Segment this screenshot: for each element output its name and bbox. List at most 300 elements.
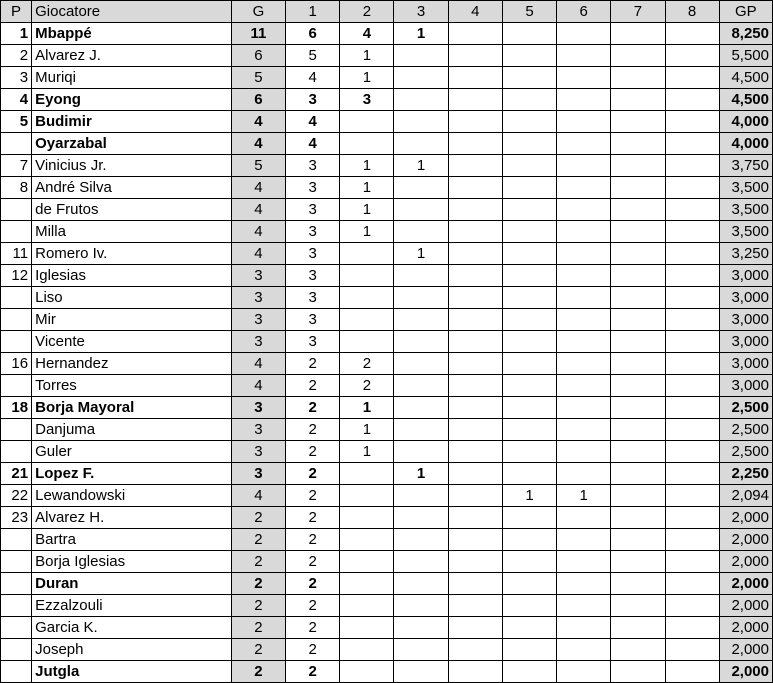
table-row (1, 529, 773, 551)
cell-col-5 (502, 89, 556, 111)
table-row (1, 221, 773, 243)
cell-gp: 4,000 (719, 111, 772, 133)
cell-col-8 (665, 639, 719, 661)
header-col-8: 8 (665, 1, 719, 23)
cell-games: 5 (231, 155, 285, 177)
cell-col-7 (611, 89, 665, 111)
table-row (1, 199, 773, 221)
cell-pos: 16 (1, 353, 32, 375)
cell-games: 4 (231, 199, 285, 221)
cell-col-7 (611, 177, 665, 199)
cell-col-2 (340, 243, 394, 265)
cell-col-3 (394, 639, 448, 661)
cell-col-5 (502, 67, 556, 89)
cell-col-4 (448, 595, 502, 617)
cell-col-7 (611, 551, 665, 573)
cell-games: 2 (231, 595, 285, 617)
cell-col-1: 2 (286, 595, 340, 617)
cell-col-4 (448, 441, 502, 463)
cell-col-1: 2 (286, 617, 340, 639)
cell-games: 4 (231, 221, 285, 243)
cell-col-2 (340, 573, 394, 595)
cell-col-3: 1 (394, 463, 448, 485)
cell-col-5 (502, 661, 556, 683)
cell-col-3 (394, 507, 448, 529)
cell-col-4 (448, 243, 502, 265)
cell-col-1: 3 (286, 309, 340, 331)
cell-col-1: 2 (286, 375, 340, 397)
cell-col-4 (448, 551, 502, 573)
cell-col-7 (611, 23, 665, 45)
cell-col-6: 1 (557, 485, 611, 507)
cell-col-5: 1 (502, 485, 556, 507)
cell-col-4 (448, 309, 502, 331)
cell-col-7 (611, 507, 665, 529)
table-row (1, 45, 773, 67)
cell-gp: 2,000 (719, 639, 772, 661)
cell-games: 2 (231, 551, 285, 573)
table-row (1, 397, 773, 419)
cell-games: 4 (231, 243, 285, 265)
header-col-4: 4 (448, 1, 502, 23)
cell-games: 2 (231, 529, 285, 551)
table-row (1, 551, 773, 573)
cell-pos (1, 331, 32, 353)
table-row (1, 639, 773, 661)
cell-col-8 (665, 573, 719, 595)
cell-col-7 (611, 265, 665, 287)
cell-games: 4 (231, 485, 285, 507)
cell-gp: 3,000 (719, 309, 772, 331)
cell-player: Torres (32, 375, 232, 397)
cell-gp: 2,500 (719, 441, 772, 463)
cell-col-1: 4 (286, 133, 340, 155)
cell-games: 4 (231, 353, 285, 375)
table-row (1, 617, 773, 639)
cell-col-4 (448, 529, 502, 551)
cell-col-5 (502, 441, 556, 463)
cell-col-6 (557, 23, 611, 45)
cell-col-8 (665, 23, 719, 45)
cell-col-7 (611, 353, 665, 375)
cell-col-6 (557, 507, 611, 529)
cell-col-8 (665, 551, 719, 573)
cell-col-8 (665, 243, 719, 265)
cell-games: 4 (231, 111, 285, 133)
cell-gp: 2,250 (719, 463, 772, 485)
cell-player: Mir (32, 309, 232, 331)
cell-games: 3 (231, 419, 285, 441)
cell-col-5 (502, 573, 556, 595)
cell-pos: 8 (1, 177, 32, 199)
cell-col-1: 2 (286, 419, 340, 441)
cell-col-2 (340, 331, 394, 353)
cell-player: Guler (32, 441, 232, 463)
cell-col-5 (502, 177, 556, 199)
cell-player: Alvarez H. (32, 507, 232, 529)
cell-col-4 (448, 353, 502, 375)
header-pos: P (1, 1, 32, 23)
cell-pos (1, 573, 32, 595)
cell-col-7 (611, 397, 665, 419)
cell-pos: 1 (1, 23, 32, 45)
cell-col-6 (557, 353, 611, 375)
cell-col-5 (502, 397, 556, 419)
cell-col-4 (448, 199, 502, 221)
cell-col-8 (665, 419, 719, 441)
cell-col-8 (665, 617, 719, 639)
cell-player: Danjuma (32, 419, 232, 441)
cell-col-4 (448, 375, 502, 397)
cell-col-7 (611, 595, 665, 617)
cell-col-1: 4 (286, 67, 340, 89)
cell-col-2 (340, 485, 394, 507)
cell-col-6 (557, 155, 611, 177)
cell-col-6 (557, 111, 611, 133)
cell-col-3 (394, 353, 448, 375)
cell-col-1: 5 (286, 45, 340, 67)
table-row (1, 309, 773, 331)
cell-col-2: 2 (340, 353, 394, 375)
cell-col-7 (611, 617, 665, 639)
cell-pos: 4 (1, 89, 32, 111)
cell-col-1: 3 (286, 155, 340, 177)
cell-player: Garcia K. (32, 617, 232, 639)
cell-col-5 (502, 639, 556, 661)
cell-col-5 (502, 155, 556, 177)
cell-col-3 (394, 595, 448, 617)
cell-pos (1, 441, 32, 463)
cell-col-7 (611, 243, 665, 265)
cell-col-6 (557, 375, 611, 397)
cell-col-3 (394, 573, 448, 595)
cell-gp: 3,500 (719, 177, 772, 199)
table-row (1, 441, 773, 463)
table-row (1, 23, 773, 45)
cell-gp: 5,500 (719, 45, 772, 67)
cell-col-2: 1 (340, 441, 394, 463)
cell-col-6 (557, 221, 611, 243)
cell-games: 4 (231, 133, 285, 155)
header-games: G (231, 1, 285, 23)
cell-col-3 (394, 331, 448, 353)
cell-col-6 (557, 89, 611, 111)
cell-games: 3 (231, 265, 285, 287)
cell-col-4 (448, 89, 502, 111)
cell-col-4 (448, 221, 502, 243)
cell-col-3 (394, 375, 448, 397)
header-col-1: 1 (286, 1, 340, 23)
cell-col-8 (665, 221, 719, 243)
cell-col-2: 1 (340, 221, 394, 243)
cell-col-7 (611, 375, 665, 397)
cell-pos (1, 639, 32, 661)
cell-gp: 3,000 (719, 353, 772, 375)
cell-col-4 (448, 111, 502, 133)
cell-col-5 (502, 551, 556, 573)
cell-player: Muriqi (32, 67, 232, 89)
cell-col-3 (394, 617, 448, 639)
cell-games: 2 (231, 617, 285, 639)
cell-games: 11 (231, 23, 285, 45)
cell-col-2 (340, 617, 394, 639)
cell-col-5 (502, 529, 556, 551)
cell-games: 2 (231, 573, 285, 595)
cell-col-7 (611, 45, 665, 67)
table-row (1, 507, 773, 529)
cell-col-3 (394, 89, 448, 111)
cell-games: 5 (231, 67, 285, 89)
cell-col-2: 1 (340, 397, 394, 419)
cell-col-4 (448, 419, 502, 441)
cell-col-1: 2 (286, 441, 340, 463)
cell-col-3 (394, 265, 448, 287)
cell-player: Mbappé (32, 23, 232, 45)
cell-col-6 (557, 309, 611, 331)
cell-gp: 3,000 (719, 375, 772, 397)
cell-col-7 (611, 529, 665, 551)
cell-col-4 (448, 177, 502, 199)
cell-pos: 5 (1, 111, 32, 133)
cell-col-5 (502, 221, 556, 243)
cell-col-7 (611, 331, 665, 353)
cell-col-3 (394, 397, 448, 419)
cell-gp: 3,000 (719, 265, 772, 287)
cell-gp: 2,000 (719, 617, 772, 639)
cell-pos: 3 (1, 67, 32, 89)
cell-pos (1, 133, 32, 155)
cell-col-2: 2 (340, 375, 394, 397)
cell-pos (1, 661, 32, 683)
cell-col-6 (557, 419, 611, 441)
cell-col-1: 4 (286, 111, 340, 133)
table-row (1, 463, 773, 485)
cell-col-3: 1 (394, 243, 448, 265)
cell-col-3 (394, 441, 448, 463)
cell-col-1: 6 (286, 23, 340, 45)
table-row (1, 419, 773, 441)
cell-col-4 (448, 67, 502, 89)
cell-col-7 (611, 155, 665, 177)
header-col-7: 7 (611, 1, 665, 23)
header-row (1, 1, 773, 23)
cell-col-1: 2 (286, 661, 340, 683)
cell-pos: 12 (1, 265, 32, 287)
cell-col-5 (502, 133, 556, 155)
table-row (1, 243, 773, 265)
cell-col-8 (665, 177, 719, 199)
cell-col-2: 1 (340, 419, 394, 441)
cell-col-2 (340, 463, 394, 485)
cell-col-1: 2 (286, 353, 340, 375)
cell-col-4 (448, 45, 502, 67)
cell-col-2 (340, 133, 394, 155)
cell-col-3 (394, 199, 448, 221)
table-row (1, 265, 773, 287)
cell-col-8 (665, 199, 719, 221)
cell-col-8 (665, 287, 719, 309)
cell-col-1: 2 (286, 529, 340, 551)
cell-games: 6 (231, 89, 285, 111)
cell-player: Liso (32, 287, 232, 309)
cell-col-3 (394, 133, 448, 155)
cell-col-5 (502, 45, 556, 67)
table-row (1, 111, 773, 133)
cell-col-1: 2 (286, 551, 340, 573)
cell-games: 2 (231, 661, 285, 683)
cell-player: Jutgla (32, 661, 232, 683)
cell-col-7 (611, 463, 665, 485)
header-col-3: 3 (394, 1, 448, 23)
table-row (1, 595, 773, 617)
cell-player: Romero Iv. (32, 243, 232, 265)
cell-player: Ezzalzouli (32, 595, 232, 617)
cell-gp: 4,500 (719, 89, 772, 111)
table-row (1, 485, 773, 507)
cell-col-6 (557, 67, 611, 89)
cell-gp: 8,250 (719, 23, 772, 45)
cell-player: Lewandowski (32, 485, 232, 507)
cell-player: Eyong (32, 89, 232, 111)
cell-col-1: 2 (286, 507, 340, 529)
cell-col-6 (557, 595, 611, 617)
cell-col-4 (448, 265, 502, 287)
cell-games: 2 (231, 639, 285, 661)
cell-games: 3 (231, 309, 285, 331)
cell-col-5 (502, 617, 556, 639)
cell-pos (1, 221, 32, 243)
cell-col-3 (394, 67, 448, 89)
cell-col-3: 1 (394, 155, 448, 177)
cell-col-1: 3 (286, 331, 340, 353)
cell-col-8 (665, 45, 719, 67)
cell-col-7 (611, 199, 665, 221)
cell-gp: 2,000 (719, 595, 772, 617)
cell-col-7 (611, 419, 665, 441)
cell-col-7 (611, 287, 665, 309)
header-col-6: 6 (557, 1, 611, 23)
cell-col-3 (394, 177, 448, 199)
cell-col-6 (557, 441, 611, 463)
cell-col-7 (611, 221, 665, 243)
cell-col-5 (502, 23, 556, 45)
cell-col-4 (448, 485, 502, 507)
cell-col-1: 2 (286, 639, 340, 661)
cell-gp: 3,750 (719, 155, 772, 177)
cell-games: 3 (231, 331, 285, 353)
cell-col-8 (665, 507, 719, 529)
cell-col-6 (557, 529, 611, 551)
cell-col-6 (557, 177, 611, 199)
cell-col-3 (394, 485, 448, 507)
cell-col-8 (665, 133, 719, 155)
cell-col-2: 1 (340, 177, 394, 199)
cell-col-8 (665, 485, 719, 507)
cell-col-7 (611, 485, 665, 507)
cell-col-4 (448, 397, 502, 419)
cell-col-1: 3 (286, 265, 340, 287)
cell-col-2: 1 (340, 45, 394, 67)
cell-col-5 (502, 419, 556, 441)
cell-col-2 (340, 529, 394, 551)
cell-col-2 (340, 595, 394, 617)
cell-col-6 (557, 397, 611, 419)
cell-pos (1, 551, 32, 573)
cell-pos: 2 (1, 45, 32, 67)
cell-col-7 (611, 67, 665, 89)
cell-pos (1, 595, 32, 617)
cell-col-3 (394, 221, 448, 243)
cell-col-6 (557, 661, 611, 683)
cell-col-6 (557, 463, 611, 485)
cell-gp: 4,000 (719, 133, 772, 155)
cell-gp: 2,500 (719, 397, 772, 419)
cell-col-6 (557, 243, 611, 265)
cell-col-8 (665, 111, 719, 133)
cell-col-7 (611, 661, 665, 683)
cell-col-3 (394, 45, 448, 67)
cell-col-2: 1 (340, 199, 394, 221)
cell-col-7 (611, 111, 665, 133)
cell-col-8 (665, 661, 719, 683)
cell-col-6 (557, 551, 611, 573)
cell-col-7 (611, 441, 665, 463)
cell-col-6 (557, 331, 611, 353)
cell-games: 4 (231, 177, 285, 199)
cell-col-4 (448, 639, 502, 661)
cell-col-8 (665, 89, 719, 111)
cell-col-4 (448, 463, 502, 485)
cell-gp: 3,000 (719, 331, 772, 353)
cell-games: 3 (231, 441, 285, 463)
cell-col-3 (394, 309, 448, 331)
table-row (1, 155, 773, 177)
cell-player: Joseph (32, 639, 232, 661)
cell-player: Milla (32, 221, 232, 243)
cell-gp: 2,500 (719, 419, 772, 441)
cell-pos (1, 529, 32, 551)
cell-col-3 (394, 111, 448, 133)
cell-col-5 (502, 595, 556, 617)
table-row (1, 287, 773, 309)
cell-col-5 (502, 463, 556, 485)
table-row (1, 133, 773, 155)
cell-gp: 3,500 (719, 221, 772, 243)
table-row (1, 375, 773, 397)
cell-pos: 7 (1, 155, 32, 177)
cell-player: de Frutos (32, 199, 232, 221)
cell-col-8 (665, 441, 719, 463)
cell-col-1: 3 (286, 177, 340, 199)
cell-col-6 (557, 265, 611, 287)
cell-col-6 (557, 639, 611, 661)
cell-col-6 (557, 287, 611, 309)
cell-col-7 (611, 309, 665, 331)
cell-col-2: 1 (340, 67, 394, 89)
cell-games: 4 (231, 375, 285, 397)
header-player: Giocatore (32, 1, 232, 23)
cell-player: Duran (32, 573, 232, 595)
cell-gp: 3,250 (719, 243, 772, 265)
cell-col-2 (340, 265, 394, 287)
cell-col-8 (665, 353, 719, 375)
cell-col-4 (448, 661, 502, 683)
cell-player: Budimir (32, 111, 232, 133)
cell-col-5 (502, 309, 556, 331)
cell-gp: 2,000 (719, 661, 772, 683)
cell-player: Alvarez J. (32, 45, 232, 67)
cell-col-2 (340, 111, 394, 133)
